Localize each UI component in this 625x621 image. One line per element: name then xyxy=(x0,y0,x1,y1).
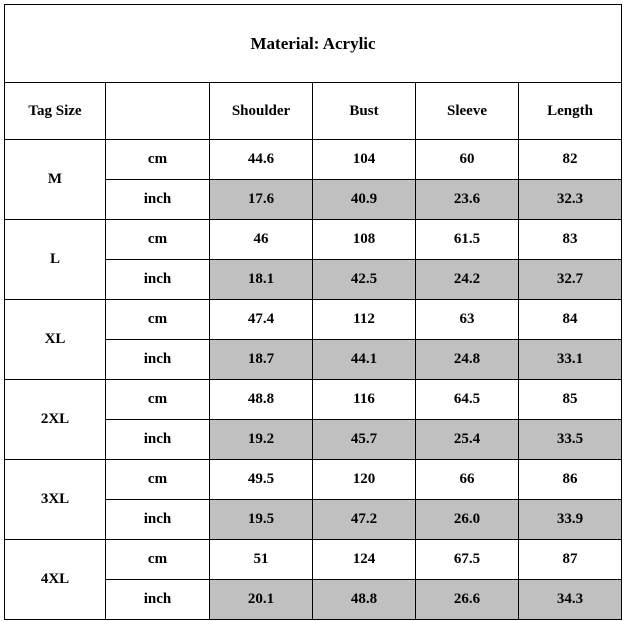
shoulder-value: 17.6 xyxy=(210,180,313,220)
size-chart-table xyxy=(4,4,622,620)
unit-label: inch xyxy=(106,420,210,460)
length-value: 84 xyxy=(519,300,622,340)
size-label: 2XL xyxy=(5,380,106,460)
shoulder-value: 18.7 xyxy=(210,340,313,380)
bust-value: 40.9 xyxy=(313,180,416,220)
bust-value: 116 xyxy=(313,380,416,420)
unit-label: inch xyxy=(106,500,210,540)
bust-value: 112 xyxy=(313,300,416,340)
length-value: 33.9 xyxy=(519,500,622,540)
sleeve-value: 24.8 xyxy=(416,340,519,380)
header-tag-size: Tag Size xyxy=(5,83,106,140)
shoulder-value: 51 xyxy=(210,540,313,580)
size-label: 4XL xyxy=(5,540,106,620)
table-row xyxy=(5,140,622,180)
table-row xyxy=(5,380,622,420)
bust-value: 120 xyxy=(313,460,416,500)
bust-value: 45.7 xyxy=(313,420,416,460)
length-value: 86 xyxy=(519,460,622,500)
length-value: 33.5 xyxy=(519,420,622,460)
unit-label: inch xyxy=(106,340,210,380)
table-row xyxy=(5,540,622,580)
sleeve-value: 64.5 xyxy=(416,380,519,420)
sleeve-value: 61.5 xyxy=(416,220,519,260)
unit-label: inch xyxy=(106,260,210,300)
sleeve-value: 23.6 xyxy=(416,180,519,220)
header-length: Length xyxy=(519,83,622,140)
sleeve-value: 25.4 xyxy=(416,420,519,460)
unit-label: cm xyxy=(106,300,210,340)
size-label: M xyxy=(5,140,106,220)
sleeve-value: 24.2 xyxy=(416,260,519,300)
material-title: Material: Acrylic xyxy=(5,5,622,83)
header-bust: Bust xyxy=(313,83,416,140)
shoulder-value: 20.1 xyxy=(210,580,313,620)
unit-label: cm xyxy=(106,460,210,500)
bust-value: 104 xyxy=(313,140,416,180)
shoulder-value: 46 xyxy=(210,220,313,260)
header-shoulder: Shoulder xyxy=(210,83,313,140)
size-label: XL xyxy=(5,300,106,380)
length-value: 32.3 xyxy=(519,180,622,220)
size-label: L xyxy=(5,220,106,300)
length-value: 83 xyxy=(519,220,622,260)
length-value: 33.1 xyxy=(519,340,622,380)
shoulder-value: 19.2 xyxy=(210,420,313,460)
length-value: 85 xyxy=(519,380,622,420)
shoulder-value: 49.5 xyxy=(210,460,313,500)
shoulder-value: 47.4 xyxy=(210,300,313,340)
sleeve-value: 26.6 xyxy=(416,580,519,620)
length-value: 87 xyxy=(519,540,622,580)
sleeve-value: 63 xyxy=(416,300,519,340)
unit-label: cm xyxy=(106,380,210,420)
table-row xyxy=(5,460,622,500)
size-label: 3XL xyxy=(5,460,106,540)
sleeve-value: 60 xyxy=(416,140,519,180)
unit-label: cm xyxy=(106,540,210,580)
length-value: 32.7 xyxy=(519,260,622,300)
bust-value: 42.5 xyxy=(313,260,416,300)
sleeve-value: 67.5 xyxy=(416,540,519,580)
header-row xyxy=(5,83,622,140)
sleeve-value: 66 xyxy=(416,460,519,500)
header-unit xyxy=(106,83,210,140)
shoulder-value: 44.6 xyxy=(210,140,313,180)
bust-value: 108 xyxy=(313,220,416,260)
unit-label: cm xyxy=(106,140,210,180)
bust-value: 124 xyxy=(313,540,416,580)
unit-label: inch xyxy=(106,180,210,220)
shoulder-value: 18.1 xyxy=(210,260,313,300)
shoulder-value: 48.8 xyxy=(210,380,313,420)
length-value: 82 xyxy=(519,140,622,180)
bust-value: 47.2 xyxy=(313,500,416,540)
unit-label: inch xyxy=(106,580,210,620)
table-row xyxy=(5,300,622,340)
length-value: 34.3 xyxy=(519,580,622,620)
sleeve-value: 26.0 xyxy=(416,500,519,540)
header-sleeve: Sleeve xyxy=(416,83,519,140)
table-row xyxy=(5,220,622,260)
shoulder-value: 19.5 xyxy=(210,500,313,540)
title-row xyxy=(5,5,622,83)
bust-value: 48.8 xyxy=(313,580,416,620)
bust-value: 44.1 xyxy=(313,340,416,380)
unit-label: cm xyxy=(106,220,210,260)
